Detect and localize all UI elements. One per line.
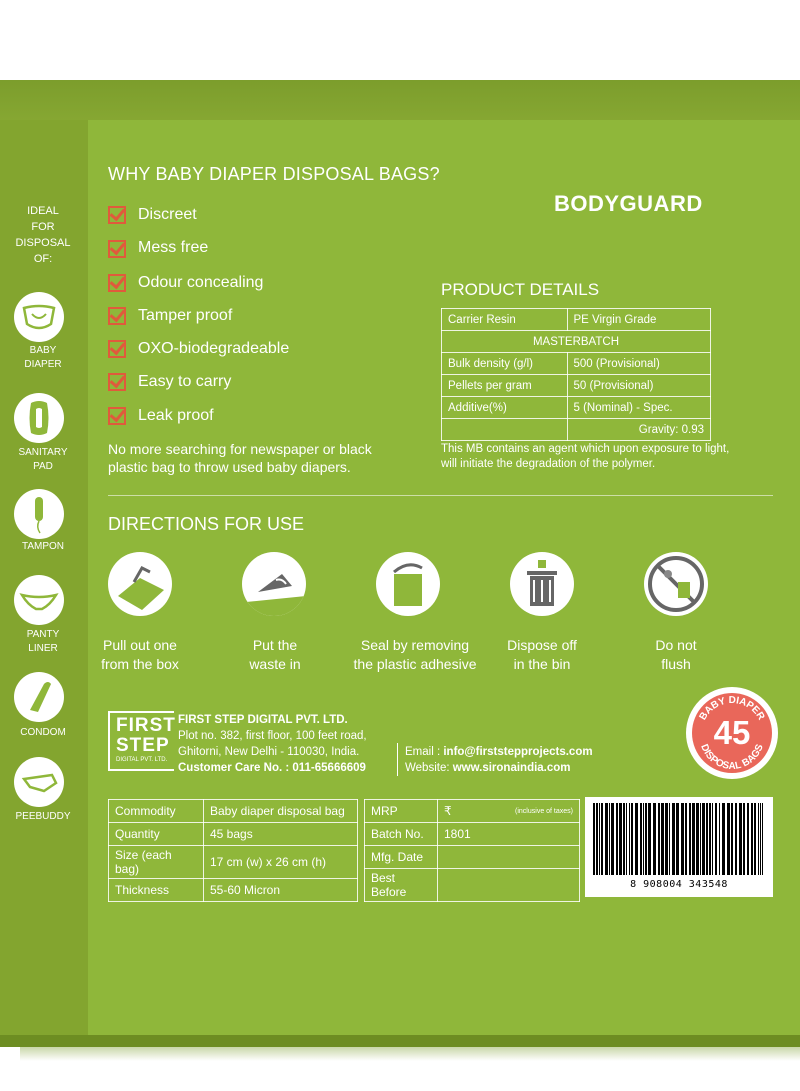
barcode-bar [709,803,711,875]
barcode-bar [658,803,660,875]
tampon-icon [14,489,64,539]
first-step-logo-text: FIRST STEP [116,715,176,756]
email-link: info@firststepprojects.com [443,746,593,758]
barcode-bar [722,803,725,875]
directions-title: DIRECTIONS FOR USE [108,514,305,534]
barcode-bar [702,803,705,875]
barcode-bar [605,803,608,875]
product-details-title: PRODUCT DETAILS [441,280,600,299]
product-details-table [441,308,711,441]
box-top-edge [0,80,800,120]
barcode-bar [611,803,614,875]
benefit-item: Leak proof [138,407,214,424]
side-label-panty-liner: PANTY LINER [26,629,60,654]
bodyguard-logo: BODYGUARD [554,191,703,216]
masterbatch-note: This MB contains an agent which upon exposure to light, will initiate the degradation of the polymer. [441,443,730,470]
barcode-bar [751,803,753,875]
table-row: Size (each bag) 17 cm (w) x 26 cm (h) [109,846,358,879]
barcode-bar [653,803,656,875]
table-row: MASTERBATCH [442,331,711,353]
box-bottom-edge [0,1035,800,1047]
website-link: www.sironaindia.com [452,762,571,774]
table-row: Mfg. Date [365,846,580,869]
badge-count: 45 [713,714,751,751]
check-icon [108,373,126,391]
condom-icon [14,672,64,722]
barcode-bar [681,803,684,875]
barcode-bar [596,803,598,875]
pad-icon [14,393,64,443]
barcode-bar [747,803,749,875]
side-label-baby-diaper: BABY DIAPER [24,345,62,370]
waste-in-icon [242,552,306,616]
barcode-bar [601,803,603,875]
check-icon [108,206,126,224]
box-shadow [20,1047,800,1061]
barcode-bar [669,803,670,875]
table-row: MRP ₹ (inclusive of taxes) [365,800,580,823]
commodity-table [108,799,358,902]
barcode-bar [643,803,644,875]
barcode-bar [700,803,701,875]
peebuddy-icon [14,757,64,807]
badge-bottom-text: DISPOSAL BAGS [698,742,766,773]
barcode-bar [739,803,742,875]
direction-step-label: Do not flush [655,637,697,672]
table-row: Additive(%) 5 (Nominal) - Spec. [442,397,711,419]
table-row: Batch No. 1801 [365,823,580,846]
barcode-bar [631,803,633,875]
barcode-bar [715,803,717,875]
barcode-bar [629,803,630,875]
barcode-number: 8 908004 343548 [630,879,728,890]
contact-divider [397,743,398,776]
direction-step-label: Dispose off in the bin [507,637,577,672]
barcode-bar [661,803,664,875]
barcode-bar [619,803,622,875]
side-label-tampon: TAMPON [21,541,65,552]
side-label-condom: CONDOM [20,727,66,738]
table-row: Carrier Resin PE Virgin Grade [442,309,711,331]
check-icon [108,307,126,325]
benefit-item: Odour concealing [138,274,264,291]
barcode-bar [640,803,642,875]
table-row: Commodity Baby diaper disposal bag [109,800,358,823]
barcode-bar [760,803,761,875]
barcode-bar [623,803,625,875]
barcode-bar [692,803,695,875]
barcode-bar [696,803,699,875]
barcode-bars [585,797,773,879]
barcode-bar [599,803,600,875]
panty-liner-icon [14,575,64,625]
barcode-bar [648,803,651,875]
diaper-icon [14,292,64,342]
barcode-bar [731,803,733,875]
benefit-item: OXO-biodegradeable [138,340,290,357]
barcode-bar [727,803,730,875]
barcode-bar [743,803,745,875]
barcode-bar [706,803,708,875]
box-pull-icon [108,552,172,616]
company-contact: Email : info@firststepprojects.com Website: www.sironaindia.com [405,746,593,774]
check-icon [108,340,126,358]
barcode-bar [676,803,679,875]
table-row: Bulk density (g/l) 500 (Provisional) [442,353,711,375]
batch-table [364,799,580,902]
barcode-bar [616,803,618,875]
barcode-bar [593,803,595,875]
barcode-bar [735,803,737,875]
barcode-bar [712,803,713,875]
barcode-bar [758,803,759,875]
direction-step-label: Seal by removing the plastic adhesive [353,637,477,672]
badge-top-text: BABY DIAPER [697,694,767,723]
barcode-bar [719,803,720,875]
barcode-bar [762,803,763,875]
benefit-item: Discreet [138,206,197,223]
barcode-bar [672,803,675,875]
barcode-bar [609,803,610,875]
barcode-bar [635,803,638,875]
company-address: FIRST STEP DIGITAL PVT. LTD. Plot no. 382, first floor, 100 feet road, Ghitorni, New Delhi - 110030, India. Customer Care No. : 011-65666609 [178,714,367,774]
no-flush-icon [644,552,708,616]
bin-icon [510,552,574,616]
ideal-for-disposal-label: IDEAL FOR DISPOSAL OF: [15,205,71,265]
seal-bag-icon [376,552,440,616]
section-divider [108,495,773,496]
barcode-bar [754,803,756,875]
side-label-sanitary-pad: SANITARY PAD [18,447,68,472]
direction-step-label: Put the waste in [249,637,301,672]
table-row: Pellets per gram 50 (Provisional) [442,375,711,397]
check-icon [108,240,126,258]
barcode-bar [689,803,691,875]
benefit-item: Mess free [138,239,209,256]
table-row: Gravity: 0.93 [442,419,711,441]
check-icon [108,407,126,425]
check-icon [108,274,126,292]
first-step-logo-sub: DIGITAL PVT. LTD. [116,757,168,763]
side-label-peebuddy: PEEBUDDY [15,811,71,822]
barcode-bar [626,803,627,875]
barcode-bar [685,803,687,875]
benefit-item: Tamper proof [138,307,233,324]
barcode-bar [665,803,668,875]
barcode-bar [645,803,647,875]
table-row: Best Before [365,869,580,902]
benefit-item: Easy to carry [138,373,232,390]
why-note: No more searching for newspaper or black plastic bag to throw used baby diapers. [108,441,372,475]
table-row: Thickness 55-60 Micron [109,879,358,902]
direction-step-label: Pull out one from the box [101,637,179,672]
why-title: WHY BABY DIAPER DISPOSAL BAGS? [108,164,440,184]
table-row: Quantity 45 bags [109,823,358,846]
